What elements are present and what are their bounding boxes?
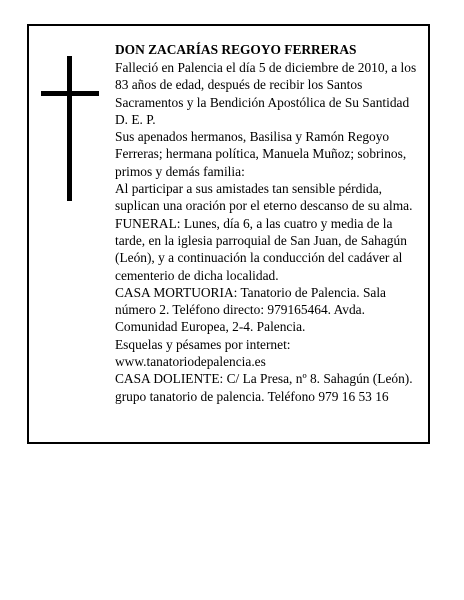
cross-icon [41, 56, 99, 201]
mortuary-details: CASA MORTUORIA: Tanatorio de Palencia. Sala número 2. Teléfono directo: 979165464. Avda. Comunidad Europea, 2-4. Palencia. [115, 284, 386, 335]
cross-horizontal-bar [41, 91, 99, 96]
prayer-request: Al participar a sus amistades tan sensible pérdida, suplican una oración por el eterno descanso de su alma. [115, 181, 413, 214]
deceased-name: DON ZACARÍAS REGOYO FERRERAS [115, 42, 357, 57]
funeral-home-contact: grupo tanatorio de palencia. Teléfono 979 16 53 16 [115, 388, 389, 404]
family-mourners: Sus apenados hermanos, Basilisa y Ramón Regoyo Ferreras; hermana política, Manuela Muñoz; sobrinos, primos y demás familia: [115, 129, 407, 179]
death-announcement: Falleció en Palencia el día 5 de diciembre de 2010, a los 83 años de edad, después de recibir los Santos Sacramentos y la Bendición Apostólica de Su Santidad [115, 60, 417, 110]
funeral-details: FUNERAL: Lunes, día 6, a las cuatro y media de la tarde, en la iglesia parroquial de San Juan, de Sahagún (León), y a continuación la conducción del cadáver al cementerio de dicha localidad. [115, 215, 407, 283]
notice-text [115, 40, 423, 405]
online-condolences: Esquelas y pésames por internet: www.tanatoriodepalencia.es [115, 336, 291, 370]
cross-vertical-bar [67, 56, 72, 201]
rip-line: D. E. P. [115, 111, 156, 127]
family-home-address: CASA DOLIENTE: C/ La Presa, nº 8. Sahagún (León). [115, 371, 413, 387]
obituary-notice [27, 24, 430, 444]
